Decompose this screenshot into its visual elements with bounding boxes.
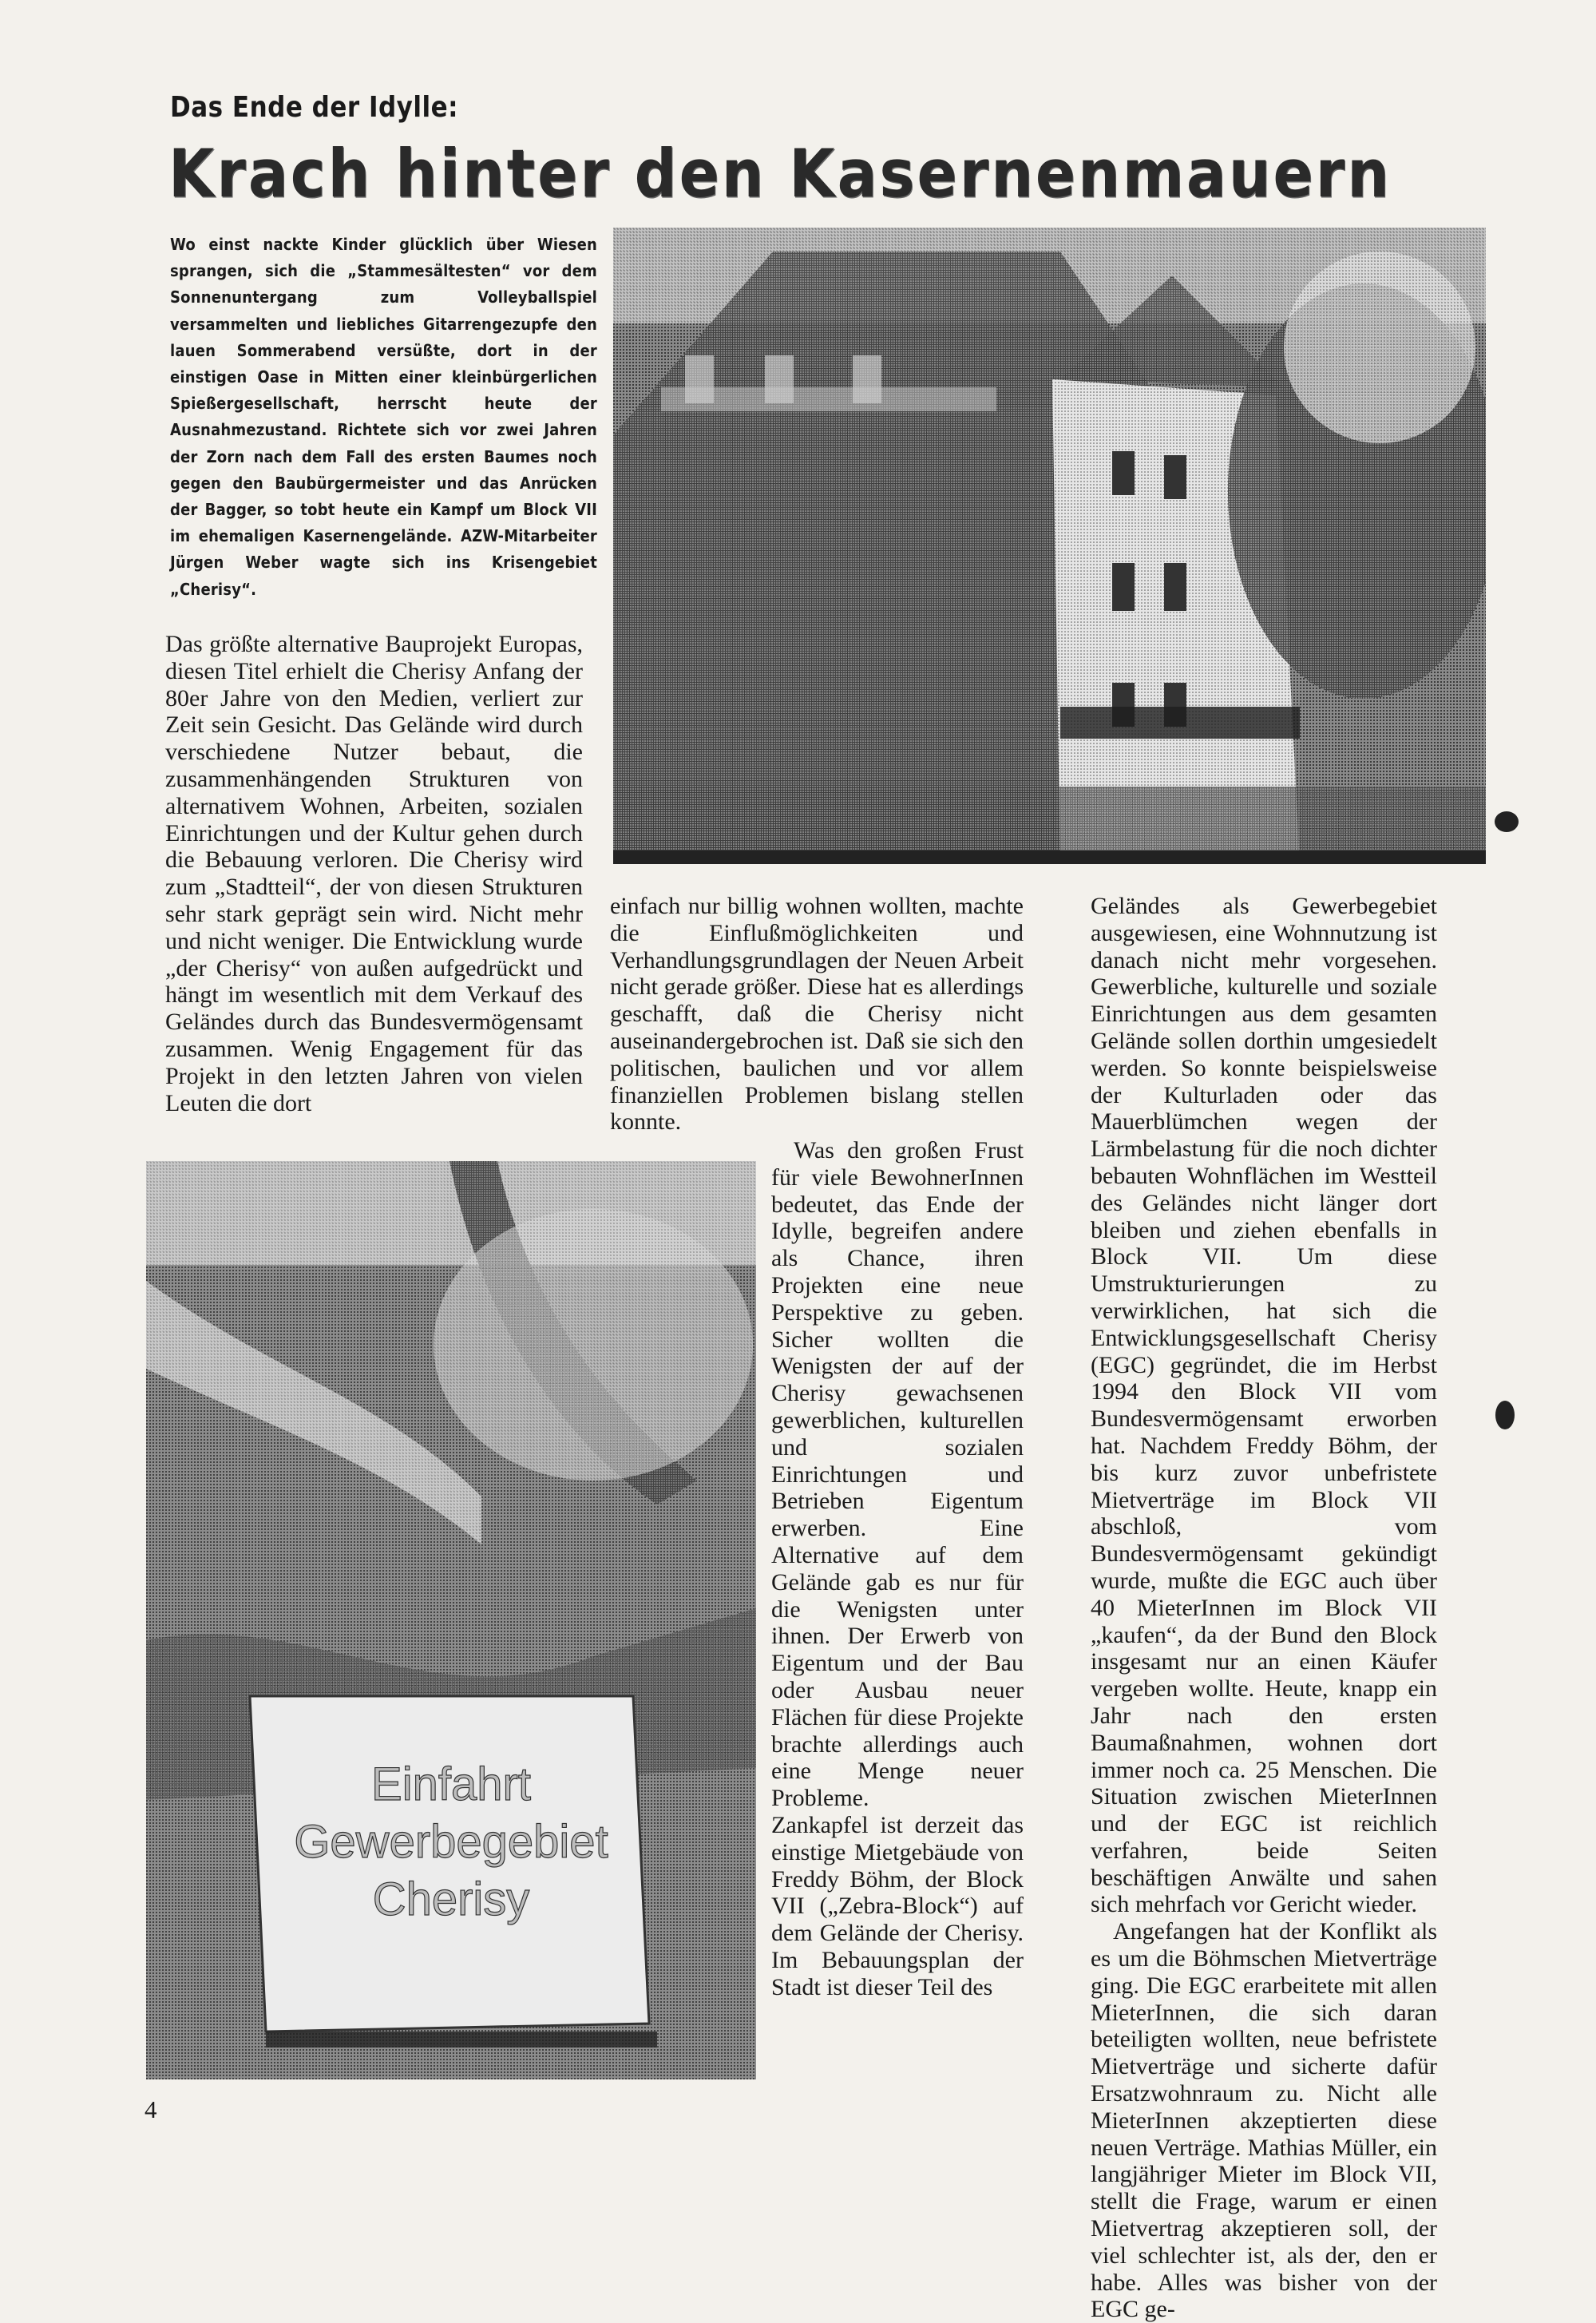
col1-paragraph: Das größte alternative Bauprojekt Europas, diesen Titel erhielt die Cherisy Anfang der 80er Jahre von den Medien, verliert zur Zeit sein Gesicht. Das Gelände wird durch verschiedene Nutzer bebaut, die zusammenhängenden Strukturen von alternativem Wohnen, Arbeiten, sozialen Einrichtungen und der Kultur gehen durch die Bebauung verloren. Die Cherisy wird zum „Stadtteil“, der von diesen Strukturen sehr stark geprägt sein wird. Nicht mehr und nicht weniger. Die Entwicklung wurde „der Cherisy“ von außen aufgedrückt und hängt im wesentlich mit dem Verkauf des Geländes durch das Bundesvermögensamt zusammen. Wenig Engagement für das Projekt in den letzten Jahren von vielen Leuten die dort [165,631,583,1116]
photo-sign [146,1161,756,2079]
col2-paragraph-3: Zankapfel ist derzeit das einstige Mietgebäude von Freddy Böhm, der Block VII („Zebra-Block“) auf dem Gelände der Cherisy. Im Bebauungsplan der Stadt ist dieser Teil des [771,1811,1024,2000]
sign-line-1: Einfahrt [371,1758,531,1810]
ink-blot-right-top [1495,811,1519,832]
text-column-3 [1091,893,1437,2323]
sign-line-3: Cherisy [372,1873,530,1925]
col2-paragraph-2: Was den großen Frust für viele BewohnerInnen bedeutet, das Ende der Idylle, begreifen andere als Chance, ihren Projekten eine neue Perspektive zu geben. Sicher wollten die Wenigsten der auf der Cherisy gewachsenen gewerblichen, kulturellen und sozialen Einrichtungen und Betrieben Eigentum erwerben. Eine Alternative auf dem Gelände gab es nur für die Wenigsten unter ihnen. Der Erwerb von Eigentum und der Bau oder Ausbau neuer Flächen für diese Projekte brachte allerdings auch eine Menge neuer Probleme. [771,1137,1024,1812]
col3-paragraph-2: Angefangen hat der Konflikt als es um die Böhmschen Mietverträge ging. Die EGC erarbeitete mit allen MieterInnen, die sich daran beteiligten wollten, neue befristete Mietverträge und sicherte dafür Ersatzwohnraum zu. Nicht alle MieterInnen akzeptierten diese neuen Verträge. Mathias Müller, ein langjähriger Mieter im Block VII, stellt die Frage, warum er einen Mietvertrag akzeptieren soll, der viel schlechter ist, als der, den er habe. Alles was bisher von der EGC ge- [1091,1918,1437,2323]
col3-paragraph-1: Geländes als Gewerbegebiet ausgewiesen, eine Wohnnutzung ist danach nicht mehr vorgesehen. Gewerbliche, kulturelle und soziale Einrichtungen aus dem gesamten Gelände sollen dorthin umgesiedelt werden. So konnte beispielsweise der Kulturladen oder das Mauerblümchen wegen der Lärmbelastung für die noch dichter bebauten Wohnflächen im Westteil des Geländes nicht länger dort bleiben und ziehen ebenfalls in Block VII. Um diese Umstrukturierungen zu verwirklichen, hat sich die Entwicklungsgesellschaft Cherisy (EGC) gegründet, die im Herbst 1994 den Block VII vom Bundesvermögensamt erworben hat. Nachdem Freddy Böhm, der bis kurz zuvor unbefristete Mietverträge im Block VII abschloß, vom Bundesvermögensamt gekündigt wurde, mußte die EGC auch über 40 MieterInnen im Block VII „kaufen“, da der Bund den Block insgesamt nur an einen Käufer vergeben wollte. Heute, knapp ein Jahr nach den ersten Baumaßnahmen, wohnen dort immer noch ca. 25 Menschen. Die Situation zwischen MieterInnen und der EGC ist reichlich verfahren, beide Seiten beschäftigen Anwälte und sahen sich mehrfach vor Gericht wieder. [1091,893,1437,1918]
text-column-1 [165,631,583,1116]
building-illustration [613,228,1486,864]
photo-building [613,228,1486,864]
page-number: 4 [145,2095,157,2123]
sign-line-2: Gewerbegebiet [294,1816,608,1868]
text-column-2-top [610,893,1024,1136]
ink-blot-right-middle [1495,1401,1515,1429]
text-column-2-bottom [771,1137,1024,2001]
sign-photo-illustration [146,1161,756,2079]
headline: Krach hinter den Kasernenmauern [168,136,1392,213]
kicker: Das Ende der Idylle: [170,91,459,125]
lead-paragraph: Wo einst nackte Kinder glücklich über Wiesen sprangen, sich die „Stammesältesten“ vor dem Sonnenuntergang zum Volleyballspiel versammelten und liebliches Gitarrengezupfe den lauen Sommerabend versüßte, dort in der einstigen Oase in Mitten einer kleinbürgerlichen Spießergesellschaft, herrscht heute der Ausnahmezustand. Richtete sich vor zwei Jahren der Zorn nach dem Fall des ersten Baumes noch gegen den Baubürgermeister und das Anrücken der Bagger, so tobt heute ein Kampf um Block VII im ehemaligen Kasernengelände. AZW-Mitarbeiter Jürgen Weber wagte sich ins Krisengebiet „Cherisy“. [170,235,597,599]
col2-paragraph-1: einfach nur billig wohnen wollten, machte die Einflußmöglichkeiten und Verhandlungsgrundlagen der Neuen Arbeit nicht gerade größer. Diese hat es allerdings geschafft, daß die Cherisy nicht auseinandergebrochen ist. Daß sie sich den politischen, baulichen und vor allem finanziellen Problemen bislang stellen konnte. [610,893,1024,1136]
